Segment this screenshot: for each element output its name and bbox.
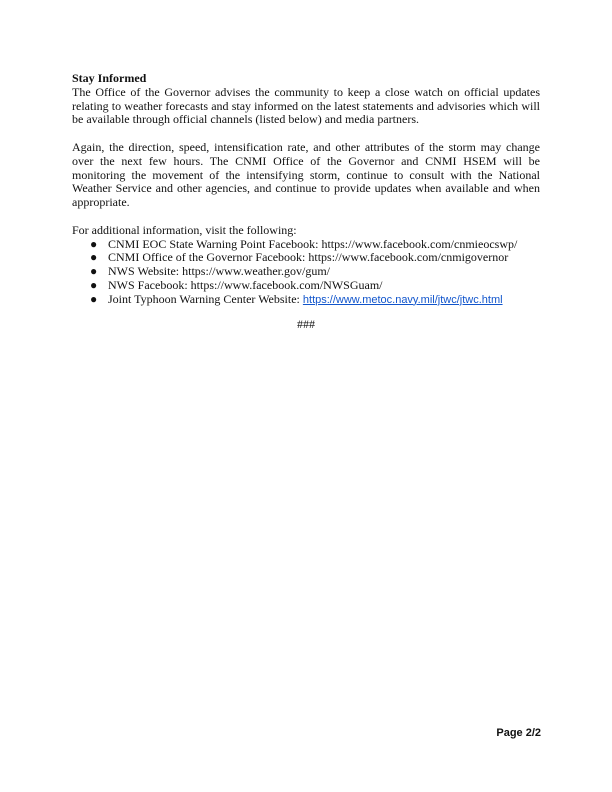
bullet-icon: ● [90, 291, 98, 306]
bullet-icon: ● [90, 236, 98, 251]
jtwc-link[interactable]: https://www.metoc.navy.mil/jtwc/jtwc.html [302, 293, 503, 306]
resource-label: Joint Typhoon Warning Center Website: [108, 291, 303, 306]
list-item [72, 238, 540, 252]
resource-url: https://www.facebook.com/cnmieocswp/ [321, 236, 518, 251]
paragraph-stay-informed: The Office of the Governor advises the community to keep a close watch on official updates relating to weather forecasts and stay informed on the latest statements and advisories which will be available through official channels (listed below) and media partners. [72, 84, 540, 127]
section-heading: Stay Informed [72, 71, 147, 85]
list-intro: For additional information, visit the following: [72, 222, 297, 237]
content-body [72, 72, 540, 308]
resource-label: CNMI EOC State Warning Point Facebook: [108, 236, 322, 251]
bullet-icon: ● [90, 250, 98, 265]
resource-label: NWS Facebook: [108, 277, 191, 292]
resource-url: https://www.weather.gov/gum/ [182, 264, 331, 279]
list-item [72, 265, 540, 279]
list-item [72, 251, 540, 265]
list-item [72, 279, 540, 293]
resource-label: CNMI Office of the Governor Facebook: [108, 250, 309, 265]
bullet-icon: ● [90, 277, 98, 292]
bullet-icon: ● [90, 264, 98, 279]
resource-url: https://www.facebook.com/NWSGuam/ [190, 277, 383, 292]
resource-list [72, 238, 540, 308]
end-mark: ### [297, 317, 315, 331]
page-number: Page 2/2 [496, 727, 541, 739]
resource-label: NWS Website: [108, 264, 183, 279]
resource-url: https://www.facebook.com/cnmigovernor [308, 250, 509, 265]
list-item [72, 293, 540, 308]
paragraph-storm-update: Again, the direction, speed, intensification rate, and other attributes of the storm may change over the next few hours. The CNMI Office of the Governor and CNMI HSEM will be monitoring the movement of the intensifying storm, continue to consult with the National Weather Service and other agencies, and continue to provide updates when available and when appropriate. [72, 139, 540, 210]
